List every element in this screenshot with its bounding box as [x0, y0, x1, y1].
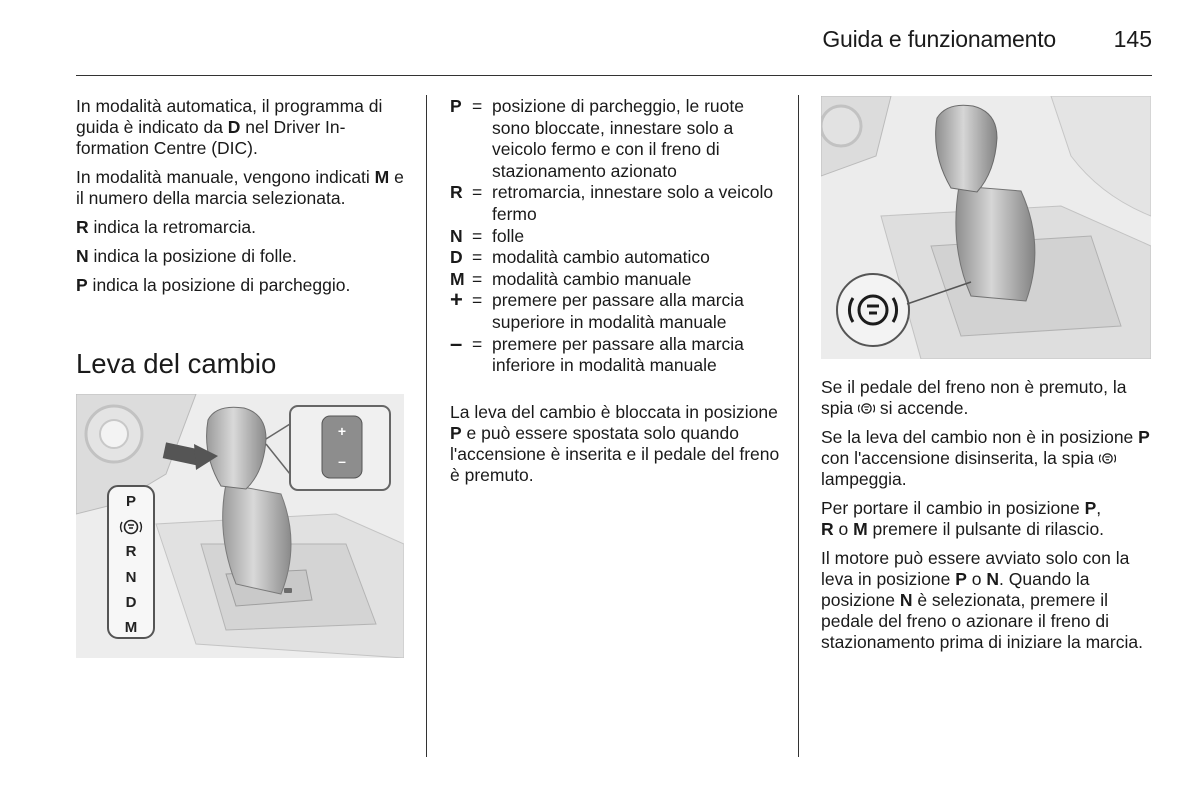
- list-item: D = modalità cambio automatico: [450, 247, 710, 268]
- paragraph: In modalità manuale, vengono indicati M e il numero della marcia selezionata.: [76, 167, 404, 208]
- gear-positions-list: [450, 96, 780, 377]
- brake-pedal-warning-icon: [858, 400, 875, 417]
- gear-letter-d: D: [125, 594, 137, 611]
- list-item: R = retromarcia, innestare solo a veicolo fermo: [450, 182, 774, 224]
- column-divider: [426, 95, 427, 757]
- page-number: 145: [1113, 26, 1152, 52]
- gear-letter-r: R: [125, 543, 137, 560]
- list-item: N = folle: [450, 225, 525, 246]
- paragraph: P indica la posizione di parcheggio.: [76, 275, 351, 295]
- list-item: – = premere per passare alla marcia inferiore in modalità manuale: [450, 330, 744, 376]
- column-1: [76, 96, 408, 304]
- list-item: + = premere per passare alla marcia superiore in modalità manuale: [450, 287, 744, 332]
- paragraph: Per portare il cambio in posizione P, R o M premere il pulsante di rilascio.: [821, 498, 1105, 539]
- paragraph: R indica la retromarcia.: [76, 217, 256, 237]
- running-head: Guida e funzionamento: [822, 26, 1056, 52]
- section-heading: Leva del cambio: [76, 348, 277, 379]
- paragraph: In modalità automatica, il programma di guida è indicato da D nel Driver Information Centre (DIC).: [76, 96, 383, 158]
- gear-letter-n: N: [125, 569, 137, 586]
- column-3: [821, 377, 1153, 661]
- header-rule: [76, 75, 1152, 76]
- minus-button-label: –: [338, 453, 346, 469]
- paragraph: Il motore può essere avviato solo con la leva in posizione P o N. Quando la posizione N è selezionata, premere il pedale del freno o azionare il freno di stazionamento prima di iniziare la marcia.: [821, 548, 1143, 652]
- list-item: M = modalità cambio manuale: [450, 268, 692, 289]
- paragraph: Se la leva del cambio non è in posizione P con l'accensione disinserita, la spia lampeggia.: [821, 427, 1150, 489]
- paragraph: Se il pedale del freno non è premuto, la spia si accende.: [821, 377, 1127, 418]
- plus-button-label: +: [337, 423, 347, 439]
- gear-lever-warning-figure: [821, 96, 1151, 359]
- gear-letter-m: M: [124, 619, 138, 636]
- column-2-paragraph: La leva del cambio è bloccata in posizione P e può essere spostata solo quando l'accensione è inserita e il pedale del freno è premuto.: [450, 402, 780, 485]
- page-header: [76, 24, 1152, 58]
- list-item: P = posizione di parcheggio, le ruote sono bloccate, innestare solo a veicolo fermo e con il freno di stazionamento azionato: [450, 96, 744, 181]
- paragraph: N indica la posizione di folle.: [76, 246, 297, 266]
- gear-letter-p: P: [125, 493, 137, 510]
- brake-pedal-warning-icon: [1099, 450, 1116, 467]
- gear-lever-figure: [76, 394, 404, 658]
- column-divider: [798, 95, 799, 757]
